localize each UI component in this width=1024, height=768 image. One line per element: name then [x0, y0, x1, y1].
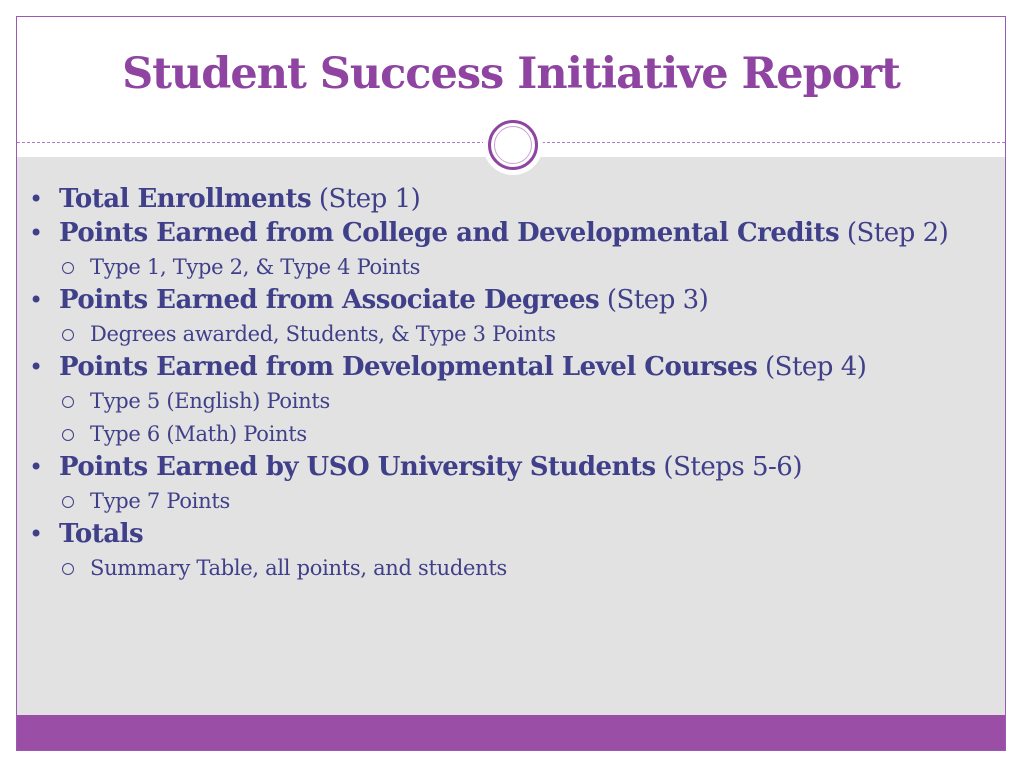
sub-item [0, 418, 1024, 451]
sub-item-text: Type 6 (Math) Points [90, 422, 307, 446]
item-heading: Points Earned from Developmental Level Courses [59, 352, 758, 382]
sub-item-text: Type 1, Type 2, & Type 4 Points [90, 255, 421, 279]
bullet-icon: • [29, 185, 43, 213]
circle-bullet-icon [62, 329, 74, 341]
item-step: (Step 2) [846, 218, 949, 248]
list-item-totals [0, 518, 1024, 550]
slide-title: Student Success Initiative Report [122, 49, 900, 99]
circle-bullet-icon [62, 496, 74, 508]
item-heading: Points Earned from College and Developmental Credits [59, 218, 840, 248]
circle-bullet-icon [62, 262, 74, 274]
list-item-associate-degrees [0, 284, 1024, 316]
circle-bullet-icon [62, 429, 74, 441]
sub-item-text: Type 7 Points [90, 489, 230, 513]
sub-item-text: Summary Table, all points, and students [90, 556, 508, 580]
list-item-college-credits [0, 217, 1024, 249]
bullet-list [0, 183, 1024, 585]
item-step: (Step 1) [318, 184, 421, 214]
circle-bullet-icon [62, 563, 74, 575]
sub-item [0, 552, 1024, 585]
bullet-icon: • [29, 219, 43, 247]
sub-item [0, 385, 1024, 418]
list-item-uso-students [0, 451, 1024, 483]
list-item-enrollments [0, 183, 1024, 215]
list-item-developmental-courses [0, 351, 1024, 383]
item-heading: Points Earned from Associate Degrees [59, 285, 600, 315]
item-step: (Step 4) [765, 352, 867, 382]
bullet-icon: • [29, 520, 43, 548]
ring-icon [488, 120, 538, 170]
sub-item [0, 318, 1024, 351]
sub-item [0, 251, 1024, 284]
item-heading: Total Enrollments [59, 184, 312, 214]
bullet-icon: • [29, 353, 43, 381]
sub-item-text: Type 5 (English) Points [90, 389, 331, 413]
item-step: (Step 3) [606, 285, 709, 315]
sub-item-text: Degrees awarded, Students, & Type 3 Points [90, 322, 556, 346]
footer-bar [17, 715, 1005, 750]
bullet-icon: • [29, 453, 43, 481]
bullet-icon: • [29, 286, 43, 314]
circle-bullet-icon [62, 396, 74, 408]
item-step: (Steps 5-6) [663, 452, 802, 482]
item-heading: Points Earned by USO University Students [59, 452, 656, 482]
sub-item [0, 485, 1024, 518]
item-heading: Totals [59, 519, 144, 549]
